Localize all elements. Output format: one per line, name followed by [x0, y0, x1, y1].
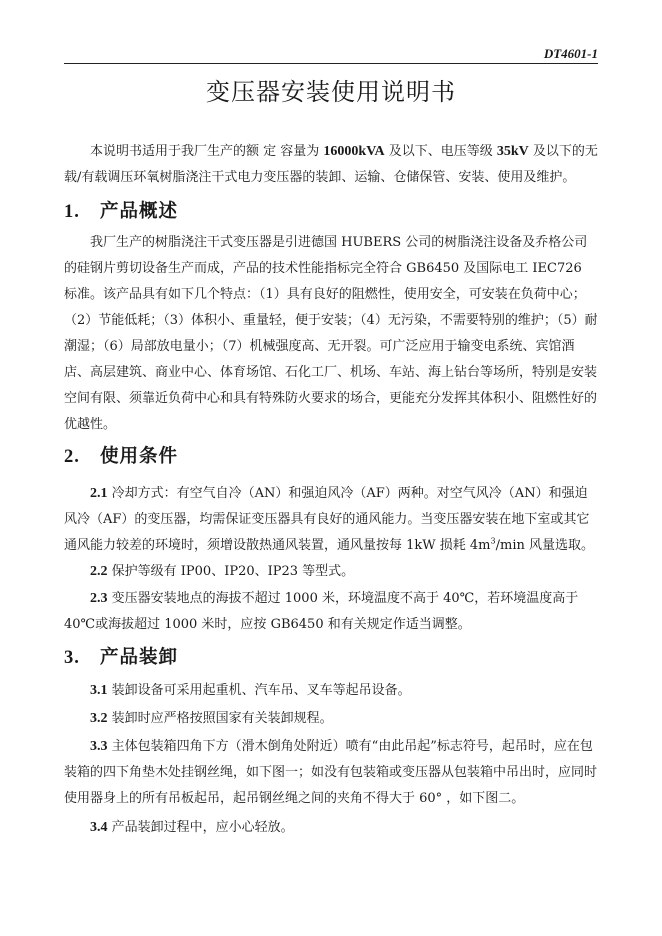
- section-1-paragraph: 我厂生产的树脂浇注干式变压器是引进德国 HUBERS 公司的树脂浇注设备及乔格公司的硅钢片剪切设备生产而成，产品的技术性能指标完全符合 GB6450 及国际电工 IEC726 标准。该产品具有如下几个特点：（1）具有良好的阻燃性，使用安全，可安装在负荷中心；（2）节能低耗；（3）体积小、重量轻，便于安装；（4）无污染，不需要特别的维护；（5）耐潮湿；（6）局部放电量小；（7）机械强度高、无开裂。可广泛应用于输变电系统、宾馆酒店、高层建筑、商业中心、体育场馆、石化工厂、机场、车站、海上钻台等场所，特别是安装空间有限、须靠近负荷中心和具有特殊防火要求的场合，更能充分发挥其体积小、阻燃性好的优越性。: [64, 235, 598, 432]
- document-title: 变压器安装使用说明书: [206, 78, 456, 106]
- section-3-heading: 3. 产品装卸: [64, 647, 179, 668]
- item-2-2: 2.2 保护等级有 IP00、IP20、IP23 等型式。: [90, 564, 355, 579]
- intro-paragraph: 本说明书适用于我厂生产的额 定 容量为 16000kVA 及以下、电压等级 35kV 及以下的无载/有载调压环氧树脂浇注干式电力变压器的装卸、运输、仓储保管、安装、使用及维护。: [64, 144, 598, 185]
- document-id: DT4601-1: [543, 46, 598, 61]
- section-1-heading: 1. 产品概述: [64, 201, 179, 222]
- item-2-1: 2.1 冷却方式：有空气自冷（AN）和强迫风冷（AF）两种。对空气风冷（AN）和强迫风冷（AF）的变压器，均需保证变压器具有良好的通风能力。当变压器安装在地下室或其它通风能力较差的环境时，须增设散热通风装置，通风量按每 1kW 损耗 $4m^3/\min$ 风量选取。: [64, 486, 594, 553]
- header-rule: [64, 63, 598, 64]
- item-3-1: 3.1 装卸设备可采用起重机、汽车吊、叉车等起吊设备。: [90, 683, 411, 698]
- item-3-4: 3.4 产品装卸过程中，应小心轻放。: [90, 820, 294, 835]
- item-2-3: 2.3 变压器安装地点的海拔不超过 1000 米，环境温度不高于 40℃，若环境温度高于 40℃或海拔超过 1000 米时，应按 GB6450 和有关规定作适当调整。: [64, 591, 579, 632]
- item-3-3: 3.3 主体包装箱四角下方（滑木倒角处附近）喷有“由此吊起”标志符号，起吊时，应在包装箱的四下角垫木处挂钢丝绳，如下图一；如没有包装箱或变压器从包装箱中吊出时，应同时使用器身上的所有吊板起吊，起吊钢丝绳之间的夹角不得大于 60° ，如下图二。: [64, 739, 598, 806]
- item-3-2: 3.2 装卸时应严格按照国家有关装卸规程。: [90, 711, 333, 726]
- section-2-heading: 2. 使用条件: [64, 446, 179, 467]
